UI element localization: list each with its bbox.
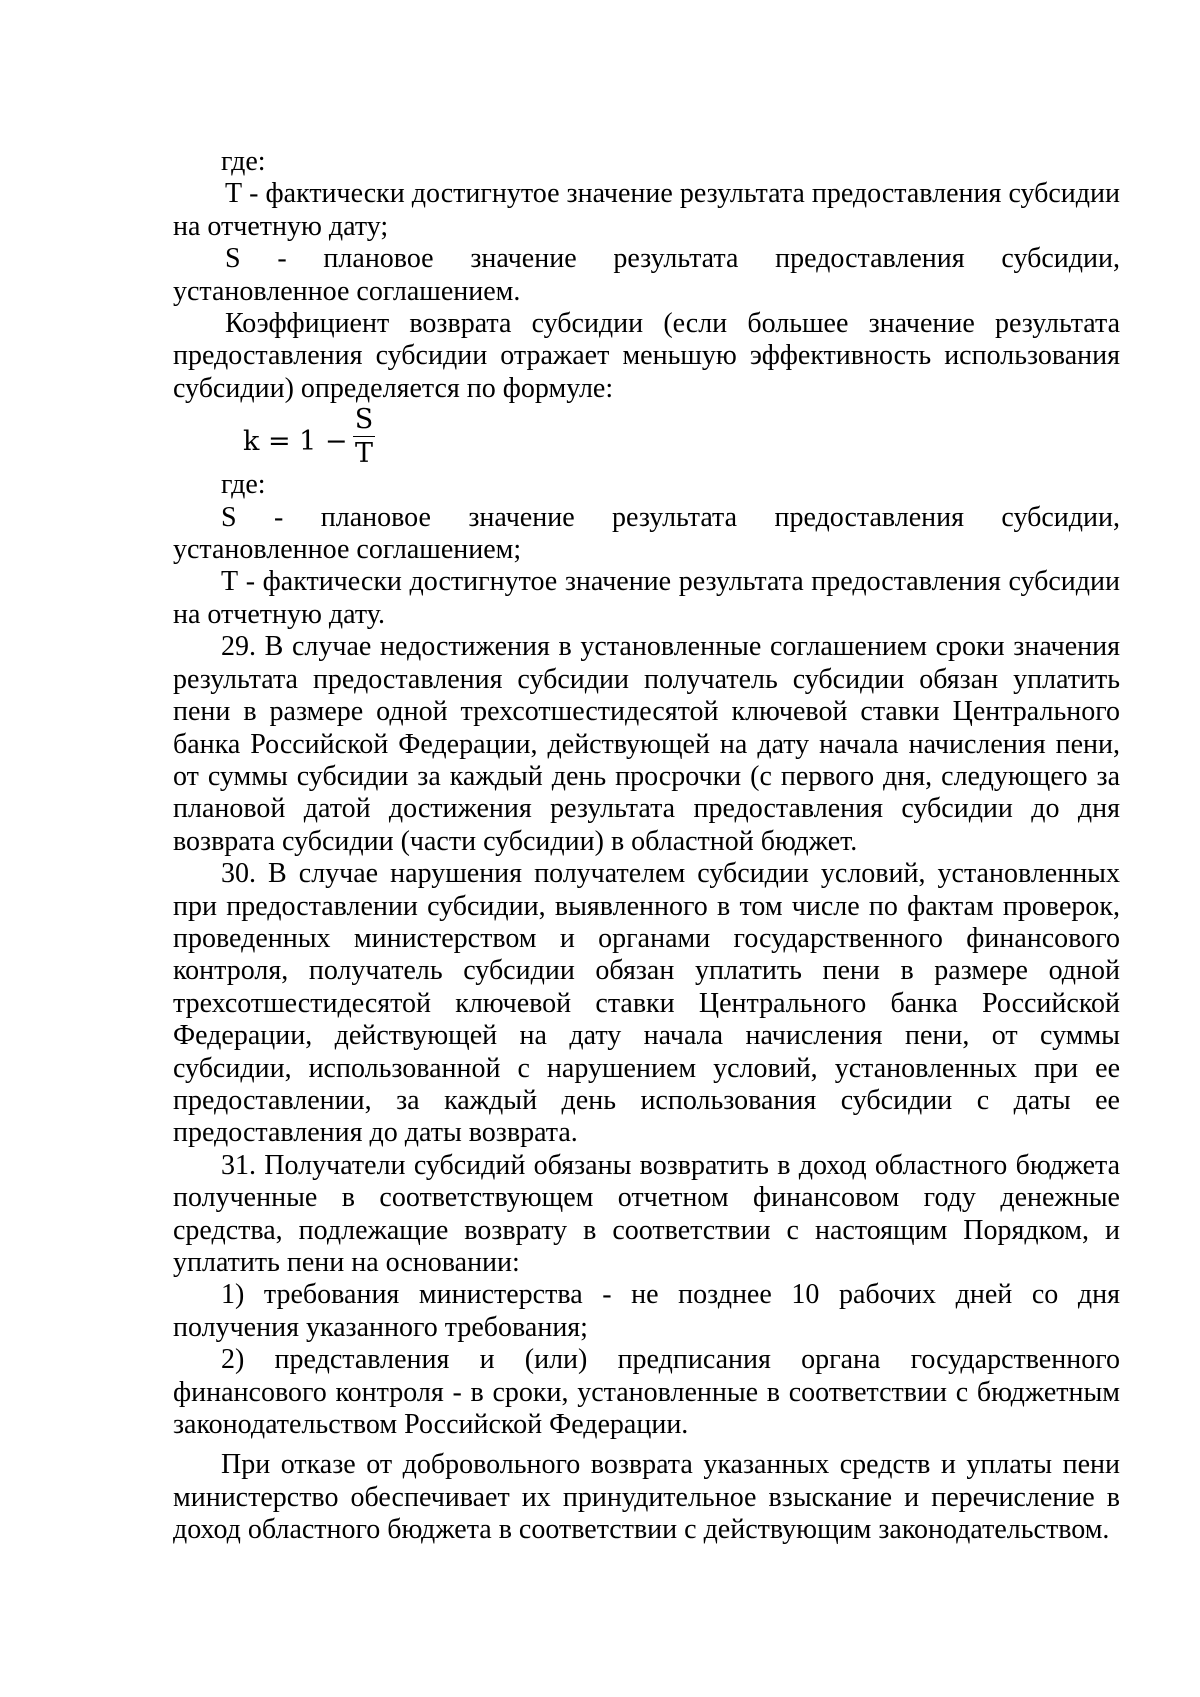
document-body — [173, 146, 1120, 1547]
t-definition-1: Т - фактически достигнутое значение результата предоставления субсидии на отчетную дату; — [173, 178, 1120, 242]
return-coefficient-formula — [173, 405, 1120, 469]
item-29: 29. В случае недостижения в установленные соглашением сроки значения результата предоставления субсидии получатель субсидии обязан уплатить пени в размере одной трехсотшестидесятой ключевой ставки Центрального банка Российской Федерации, действующей на дату начала начисления пени, от суммы субсидии за каждый день просрочки (с первого дня, следующего за плановой датой достижения результата предоставления субсидии до дня возврата субсидии (части субсидии) в областной бюджет. — [173, 631, 1120, 857]
item-31: 31. Получатели субсидий обязаны возвратить в доход областного бюджета полученные в соответствующем отчетном финансовом году денежные средства, подлежащие возврату в соответствии с настоящим Порядком, и уплатить пени на основании: — [173, 1149, 1120, 1278]
coefficient-intro: Коэффициент возврата субсидии (если большее значение результата предоставления субсидии отражает меньшую эффективность использования субсидии) определяется по формуле: — [173, 308, 1120, 404]
formula-lhs: k = 1 − — [243, 426, 348, 458]
t-definition-2: Т - фактически достигнутое значение результата предоставления субсидии на отчетную дату. — [173, 566, 1120, 630]
sub-item-1: 1) требования министерства - не позднее 10 рабочих дней со дня получения указанного требования; — [173, 1279, 1120, 1343]
s-definition-2: S - плановое значение результата предоставления субсидии, установленное соглашением; — [173, 501, 1120, 566]
where-label-2: где: — [221, 469, 266, 501]
refusal-paragraph: При отказе от добровольного возврата указанных средств и уплаты пени министерство обеспечивает их принудительное взыскание и перечисление в доход областного бюджета в соответствии с действующим законодательством. — [173, 1449, 1120, 1546]
s-definition-1: S - плановое значение результата предоставления субсидии, установленное соглашением. — [173, 243, 1120, 307]
formula-denominator: T — [354, 438, 373, 470]
formula-numerator: S — [354, 404, 374, 436]
sub-item-2: 2) представления и (или) предписания органа государственного финансового контроля - в сроки, установленные в соответствии с бюджетным законодательством Российской Федерации. — [173, 1344, 1120, 1441]
where-label-1: где: — [221, 146, 266, 177]
formula-fraction — [353, 405, 375, 469]
item-30: 30. В случае нарушения получателем субсидии условий, установленных при предоставлении субсидии, выявленного в том числе по фактам проверок, проведенных министерством и органами государственного финансового контроля, получатель субсидии обязан уплатить пени в размере одной трехсотшестидесятой ключевой ставки Центрального банка Российской Федерации, действующей на дату начала начисления пени, от суммы субсидии, использованной с нарушением условий, установленных при ее предоставлении, за каждый день использования субсидии с даты ее предоставления до даты возврата. — [173, 858, 1120, 1149]
fraction-bar — [353, 436, 375, 437]
